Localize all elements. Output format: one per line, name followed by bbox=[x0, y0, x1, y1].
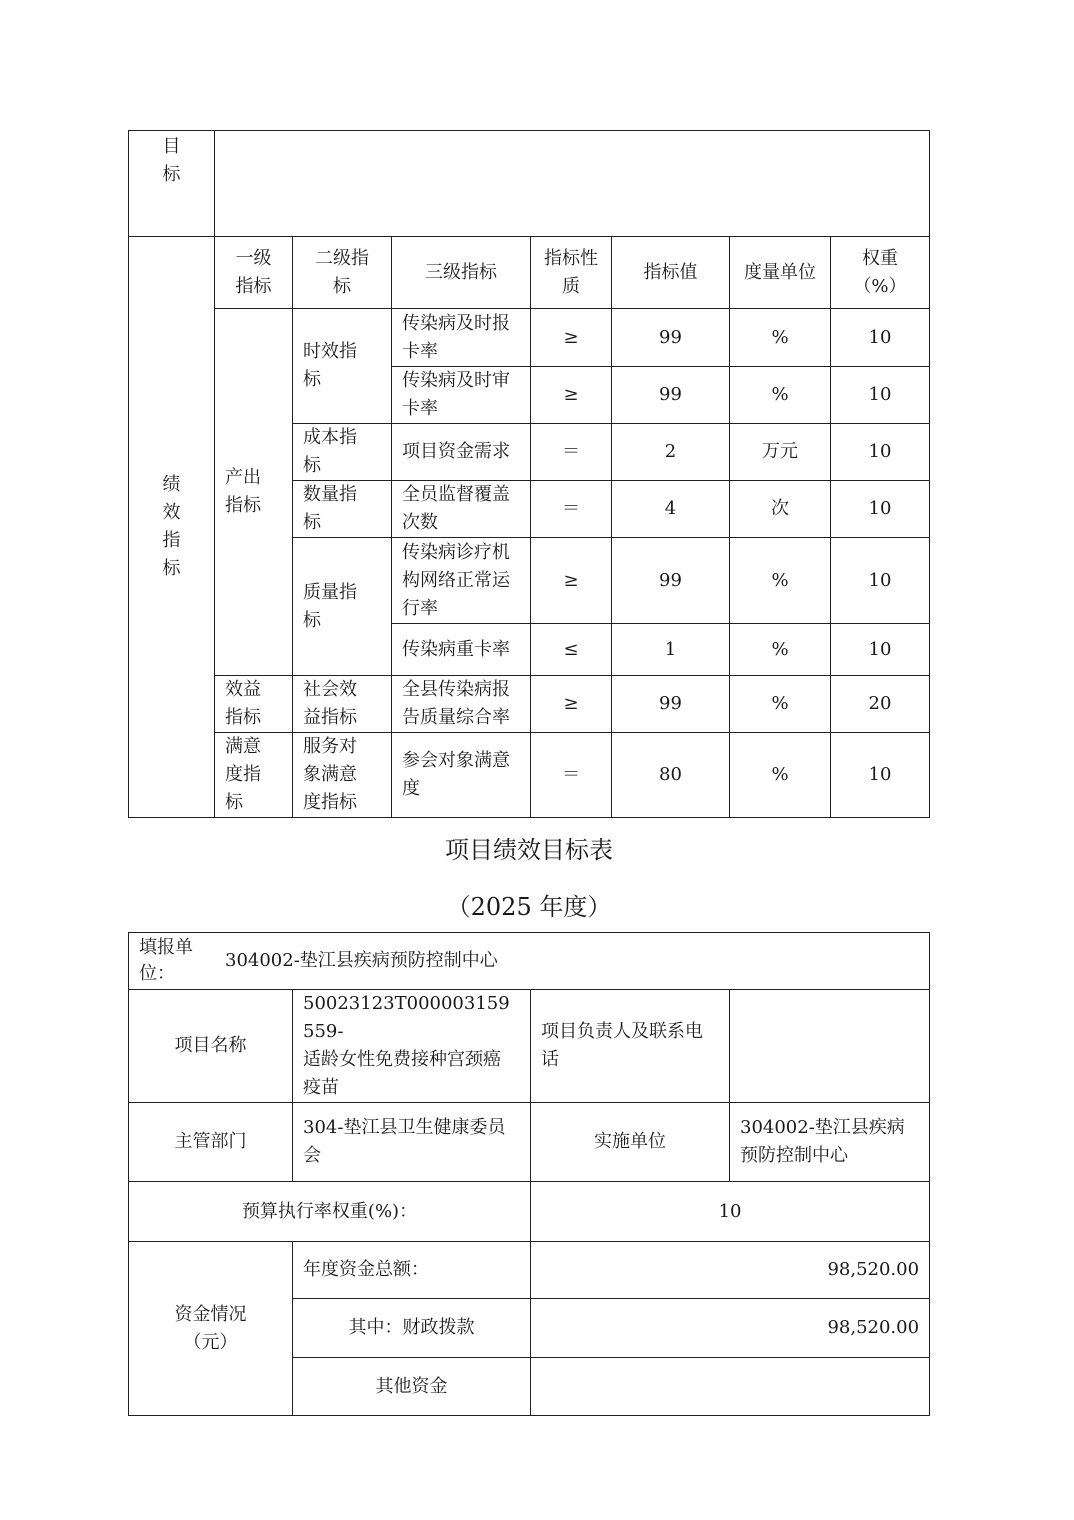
indicator-name: 全员监督覆盖 次数 bbox=[392, 481, 531, 538]
level2-quantity: 数量指 标 bbox=[293, 481, 392, 538]
other-funds-label: 其他资金 bbox=[293, 1358, 531, 1416]
indicator-value: 80 bbox=[612, 733, 730, 818]
level2-timeliness: 时效指 标 bbox=[293, 309, 392, 424]
reporting-unit-value: 304002-垫江县疾病预防控制中心 bbox=[225, 950, 498, 971]
level2-quality: 质量指 标 bbox=[293, 538, 392, 676]
contact-value bbox=[730, 990, 930, 1103]
reporting-unit-row bbox=[129, 933, 930, 990]
budget-weight-label: 预算执行率权重(%)： bbox=[129, 1182, 531, 1242]
indicator-weight: 10 bbox=[831, 367, 930, 424]
indicator-value: 99 bbox=[612, 309, 730, 367]
reporting-unit-label: 填报单 位： bbox=[139, 937, 193, 984]
indicator-name: 项目资金需求 bbox=[392, 424, 531, 481]
indicator-weight: 10 bbox=[831, 733, 930, 818]
indicator-weight: 10 bbox=[831, 624, 930, 676]
indicator-name: 传染病及时审 卡率 bbox=[392, 367, 531, 424]
level2-service: 服务对 象满意 度指标 bbox=[293, 733, 392, 818]
indicator-name: 传染病及时报 卡率 bbox=[392, 309, 531, 367]
perf-indicator-label: 绩 效 指 标 bbox=[129, 237, 215, 818]
page-subtitle: （2025 年度） bbox=[446, 893, 612, 921]
page-title: 项目绩效目标表 bbox=[445, 836, 613, 864]
indicator-op: ＝ bbox=[531, 481, 612, 538]
contact-label: 项目负责人及联系电 话 bbox=[531, 990, 730, 1103]
dept-label: 主管部门 bbox=[129, 1103, 293, 1182]
other-funds-value bbox=[531, 1358, 930, 1416]
header-weight: 权重（%） bbox=[831, 237, 930, 309]
fiscal-label: 其中：财政拨款 bbox=[293, 1299, 531, 1358]
indicator-unit: 次 bbox=[730, 481, 831, 538]
indicator-unit: % bbox=[730, 309, 831, 367]
indicator-unit: % bbox=[730, 733, 831, 818]
header-nature: 指标性 质 bbox=[531, 237, 612, 309]
funds-label: 资金情况 （元） bbox=[129, 1242, 293, 1416]
indicator-unit: % bbox=[730, 538, 831, 624]
indicator-name: 全县传染病报 告质量综合率 bbox=[392, 676, 531, 733]
indicator-value: 99 bbox=[612, 676, 730, 733]
indicator-unit: % bbox=[730, 624, 831, 676]
indicator-value: 99 bbox=[612, 538, 730, 624]
indicator-unit: 万元 bbox=[730, 424, 831, 481]
performance-indicator-table bbox=[128, 130, 930, 818]
annual-total-value: 98,520.00 bbox=[531, 1242, 930, 1299]
dept-value: 304-垫江县卫生健康委员 会 bbox=[293, 1103, 531, 1182]
impl-value: 304002-垫江县疾病 预防控制中心 bbox=[730, 1103, 930, 1182]
target-content bbox=[215, 131, 930, 237]
indicator-name: 参会对象满意 度 bbox=[392, 733, 531, 818]
indicator-weight: 10 bbox=[831, 538, 930, 624]
indicator-weight: 10 bbox=[831, 309, 930, 367]
indicator-op: ≥ bbox=[531, 676, 612, 733]
header-level2: 二级指 标 bbox=[293, 237, 392, 309]
annual-total-label: 年度资金总额： bbox=[293, 1242, 531, 1299]
fiscal-value: 98,520.00 bbox=[531, 1299, 930, 1358]
indicator-op: ≥ bbox=[531, 309, 612, 367]
level2-cost: 成本指 标 bbox=[293, 424, 392, 481]
indicator-value: 1 bbox=[612, 624, 730, 676]
header-value: 指标值 bbox=[612, 237, 730, 309]
indicator-name: 传染病诊疗机 构网络正常运 行率 bbox=[392, 538, 531, 624]
indicator-name: 传染病重卡率 bbox=[392, 624, 531, 676]
indicator-unit: % bbox=[730, 367, 831, 424]
project-name-label: 项目名称 bbox=[129, 990, 293, 1103]
indicator-op: ＝ bbox=[531, 733, 612, 818]
header-level3: 三级指标 bbox=[392, 237, 531, 309]
project-name-value: 50023123T000003159559- 适龄女性免费接种宫颈癌 疫苗 bbox=[293, 990, 531, 1103]
indicator-weight: 20 bbox=[831, 676, 930, 733]
indicator-op: ≥ bbox=[531, 367, 612, 424]
impl-label: 实施单位 bbox=[531, 1103, 730, 1182]
indicator-op: ≤ bbox=[531, 624, 612, 676]
indicator-unit: % bbox=[730, 676, 831, 733]
budget-weight-value: 10 bbox=[531, 1182, 930, 1242]
indicator-op: ＝ bbox=[531, 424, 612, 481]
level1-output: 产出 指标 bbox=[215, 309, 293, 676]
header-unit: 度量单位 bbox=[730, 237, 831, 309]
project-info-table bbox=[128, 932, 930, 1416]
indicator-value: 4 bbox=[612, 481, 730, 538]
indicator-weight: 10 bbox=[831, 481, 930, 538]
header-level1: 一级 指标 bbox=[215, 237, 293, 309]
indicator-value: 2 bbox=[612, 424, 730, 481]
level1-satisfaction: 满意 度指 标 bbox=[215, 733, 293, 818]
target-label: 目 标 bbox=[129, 131, 215, 237]
indicator-weight: 10 bbox=[831, 424, 930, 481]
level1-benefit: 效益 指标 bbox=[215, 676, 293, 733]
indicator-op: ≥ bbox=[531, 538, 612, 624]
indicator-value: 99 bbox=[612, 367, 730, 424]
level2-social: 社会效 益指标 bbox=[293, 676, 392, 733]
